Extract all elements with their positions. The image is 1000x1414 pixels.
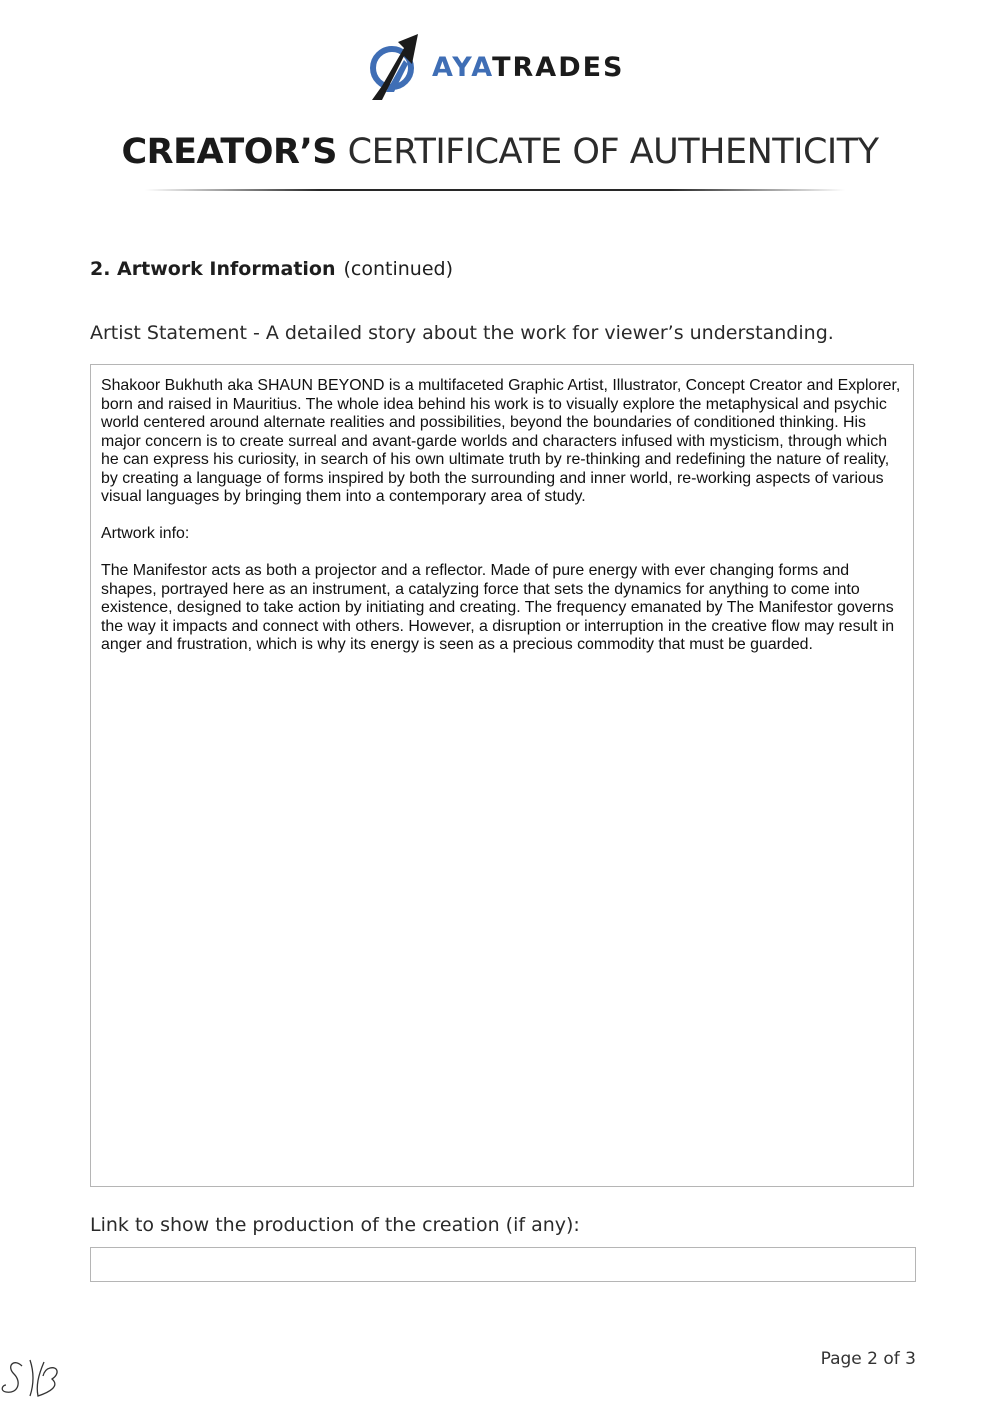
production-link-field[interactable] <box>90 1247 916 1282</box>
brand-wordmark-aya: AYA <box>432 52 493 83</box>
brand-wordmark-trades: TRADES <box>492 52 625 83</box>
certificate-title <box>0 130 1000 174</box>
artist-statement-label: Artist Statement - A detailed story about the work for viewer’s understanding. <box>90 322 834 344</box>
page-number: Page 2 of 3 <box>820 1349 916 1369</box>
title-divider <box>145 189 845 191</box>
artist-statement-paragraph: Artwork info: <box>101 525 190 542</box>
brand-wordmark <box>432 52 625 84</box>
handwritten-signature-icon <box>0 1352 70 1402</box>
certificate-title-bold: CREATOR’S <box>121 132 337 172</box>
artist-statement-paragraph: Shakoor Bukhuth aka SHAUN BEYOND is a multifaceted Graphic Artist, Illustrator, Concept Creator and Explorer, born and raised in Mauritius. The whole idea behind his work is to visually explore the metaphysical and psychic world centered around alternate realities and possibilities, beyond the boundaries of conditioned thinking. His major concern is to create surreal and avant-garde worlds and characters infused with mysticism, through which he can express his curiosity, in search of his own ultimate truth by re-thinking and redefining the nature of reality, by creating a language of forms inspired by both the surrounding and inner world, re-working aspects of various visual languages by bringing them into a contemporary area of study. <box>101 377 901 505</box>
production-link-label: Link to show the production of the creation (if any): <box>90 1214 580 1236</box>
artist-statement-paragraph: The Manifestor acts as both a projector and a reflector. Made of pure energy with ever changing forms and shapes, portrayed here as an instrument, a catalyzing force that sets the dynamics for anything to come into existence, designed to take action by initiating and creating. The frequency emanated by The Manifestor governs the way it impacts and connect with others. However, a disruption or interruption in the creative flow may result in anger and frustration, which is why its energy is seen as a precious commodity that must be guarded. <box>101 562 895 653</box>
brand-logo <box>368 34 638 104</box>
ayatrades-logo-icon <box>368 34 424 102</box>
section-heading-continued: (continued) <box>343 258 454 280</box>
section-heading <box>90 256 453 282</box>
artist-statement-field[interactable] <box>90 364 914 1187</box>
section-heading-title: 2. Artwork Information <box>90 258 336 280</box>
certificate-title-light: CERTIFICATE OF AUTHENTICITY <box>347 132 879 172</box>
